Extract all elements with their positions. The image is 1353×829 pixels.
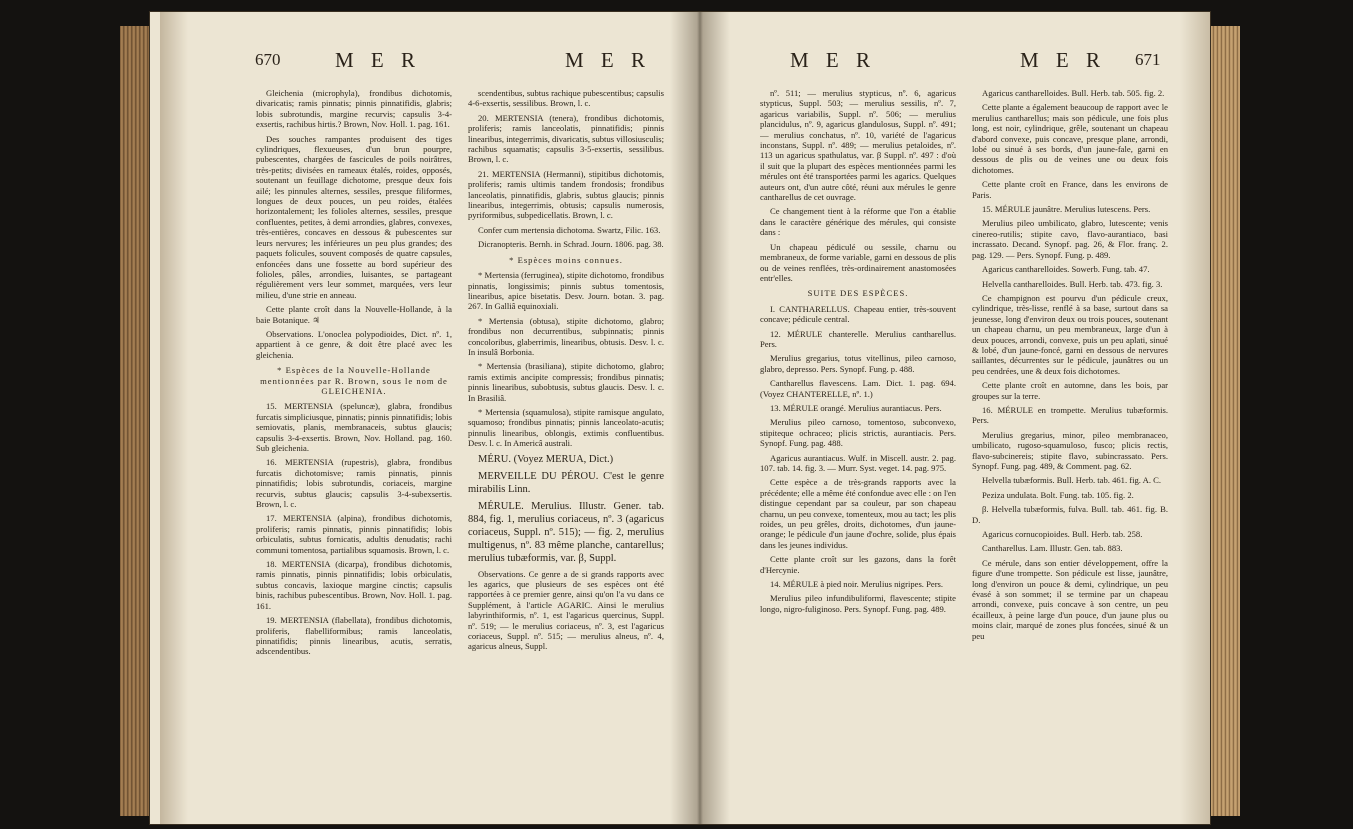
paragraph: β. Helvella tubæformis, fulva. Bull. tab. 461. fig. B. D.: [972, 504, 1168, 525]
paragraph: Cantharellus flavescens. Lam. Dict. 1. pag. 694. (Voyez CHANTERELLE, nº. 1.): [760, 378, 956, 399]
paragraph: Merulius gregarius, minor, pileo membranaceo, umbilicato, rugoso-squamuloso, fusco; plicis rectis, flavo-subcinereis; stipite flavo, subincrassato. Pers. Synopf. Fung. pag. 489, & Comment. pag. 62.: [972, 429, 1168, 471]
paragraph: Merulius pileo infundibuliformi, flavescente; stipite longo, nigro-fuliginoso. Pers. Synopf. Fung. pag. 489.: [760, 593, 956, 614]
paragraph: 19. MERTENSIA (flabellata), frondibus dichotomis, proliferis, flabelliformibus; ramis lanceolatis, pinnatifidis; pinnis linearibus, acutis, serratis, adscendentibus.: [256, 615, 452, 657]
paragraph: 16. MÉRULE en trompette. Merulius tubæformis. Pers.: [972, 404, 1168, 426]
paragraph: Un chapeau pédiculé ou sessile, charnu ou membraneux, de forme variable, garni en dessous de plis ou de veines renflées, très-ordinairement anastomosées entr'elles.: [760, 241, 956, 283]
paragraph: Ce champignon est pourvu d'un pédicule creux, cylindrique, très-lisse, renflé à sa base, surtout dans sa jeunesse, long d'environ deux ou trois pouces, soutenant un chapeau charnu, un peu membraneux, large d'un à deux pouces, arrondi, convexe, puis un peu aplati, sinué & lobé, d'un jaune-foncé, garni en dessous de nervures saillantes, décurrentes sur le pédicule, jaunâtres ou un peu cendrées, une & deux fois dichotomes.: [972, 292, 1168, 376]
left-page-number: 670: [255, 50, 281, 69]
right-page-header: [790, 48, 1190, 88]
paragraph: 13. MÉRULE orangé. Merulius aurantiacus. Pers.: [770, 402, 942, 413]
paragraph: Peziza undulata. Bolt. Fung. tab. 105. fig. 2.: [982, 489, 1134, 500]
right-page-shadow: [1180, 12, 1210, 824]
paragraph: Confer cum mertensia dichotoma. Swartz, Filic. 163.: [478, 224, 661, 235]
paragraph: Agaricus cantharelloides. Sowerb. Fung. tab. 47.: [982, 264, 1150, 275]
paragraph: Ce mérule, dans son entier développement, offre la figure d'une trompette. Son pédicule est lisse, jaunâtre, long d'environ un pouce & demi, cylindrique, un peu évasé à son sommet; il se termine par un chapeau arrondi, convexe, puis concave à son centre, un peu écailleux, à peine large d'un pouce, d'un jaune plus ou moins clair, marqué de zones plus foncées, sinué & un peu: [972, 557, 1168, 641]
paragraph: Cette plante croît sur les gazons, dans la forêt d'Hercynie.: [760, 554, 956, 575]
paragraph: MÉRU. (Voyez MERUA, Dict.): [478, 453, 614, 465]
paragraph: 21. MERTENSIA (Hermanni), stipitibus dichotomis, proliferis; ramis ultimis tandem frondosis; frondibus lanceolatis, pinnatifidis, glabris, subtus glaucis; pinnis linearibus, integerrimis, obtusis; capsulis numerosis, pyriformibus, subpedicellatis. Brown, l. c.: [468, 168, 664, 221]
paragraph: Agaricus cornucopioides. Bull. Herb. tab. 258.: [982, 529, 1143, 540]
paragraph: 15. MERTENSIA (speluncæ), glabra, frondibus furcatis simpliciusque, pinnatis; pinnis pinnatifidis; lobis semiovatis, planis, membranaceis, subtus glaucis; capsulis 3-4-exsertis. Brown, Nov. Holland. pag. 160. Sub gleichenia.: [256, 401, 452, 453]
right-running-head-1: M E R: [790, 48, 877, 72]
paragraph: 15. MÉRULE jaunâtre. Merulius lutescens. Pers.: [982, 204, 1151, 215]
paragraph: SUITE DES ESPÈCES.: [807, 288, 909, 299]
paragraph: Merulius gregarius, totus vitellinus, pileo carnoso, glabro, depresso. Pers. Synopf. Fung. p. 488.: [760, 353, 956, 374]
paragraph: 12. MÉRULE chanterelle. Merulius cantharellus. Pers.: [760, 328, 956, 349]
paragraph: * Mertensia (ferruginea), stipite dichotomo, frondibus pinnatis, longissimis; pinnis subtus tomentosis, linearibus, apice bisetatis. Desv. Journ. botan. 3. pag. 267. In Galliâ equinoxiali.: [468, 270, 664, 312]
paragraph: * Mertensia (brasiliana), stipite dichotomo, glabro; ramis extimis ancipite compressis; frondibus pinnatis; pinnis linearibus, subobtusis, subtus glaucis. Desv. l. c. In Brasiliâ.: [468, 361, 664, 403]
paragraph: Observations. Ce genre a de si grands rapports avec les agarics, que plusieurs de ses espèces ont été rapportées à ce premier genre, ainsi qu'on l'a vu dans ce Supplément, à l'article AGARIC. Ainsi le merulius labyrinthiformis, nº. 1, est l'agaricus quercinus, Suppl. nº. 519; — le merulius coriaceus, nº. 3, est l'agaricus coriaceus, Suppl. nº. 515; — merulius alneus, nº. 4, agaricus alneus, Suppl.: [468, 568, 664, 652]
paragraph: Observations. L'onoclea polypodioides, Dict. nº. 1, appartient à ce genre, & doit être placé avec les gleichenia.: [256, 328, 452, 360]
paragraph: MERVEILLE DU PÉROU. C'est le genre mirabilis Linn.: [468, 470, 664, 495]
right-page-column-1: [760, 88, 956, 618]
right-running-head-2: M E R: [1020, 48, 1107, 72]
left-page-shadow: [160, 12, 188, 824]
paragraph: nº. 511; — merulius stypticus, nº. 6, agaricus stypticus, Suppl. 503; — merulius sessilis, nº. 7, agaricus variabilis, Suppl. nº. 506; — merulius plancidulus, nº. 9, agaricus glandulosus, Suppl. nº. 491; — merulius conchatus, nº. 10, variété de l'agaricus inconstans, Suppl. nº. 489; — merulius petaloides, nº. 113 un agaricus spathulatus, var. β Suppl. nº. 497 : d'où il suit que la plupart des espèces mentionnées parmi les mérules ont été transportées parmi les agarics. Quelques auteurs ont, d'un autre côté, réuni aux mérules le genre cantharellus de cet ouvrage.: [760, 88, 956, 203]
paragraph: Cette espèce a de très-grands rapports avec la précédente; elle a même été confondue avec elle : on l'en distingue cependant par sa couleur, par son chapeau charnu, un peu convexe, tomenteux, mou au tact; les plis roides, un peu grêles, droits, dichotomes, d'un jaune-orange; le pédicule d'un jaune d'ochre, solide, plus épais dans les jeunes individus.: [760, 477, 956, 550]
paragraph: Cette plante croît en France, dans les environs de Paris.: [972, 179, 1168, 200]
paragraph: 14. MÉRULE à pied noir. Merulius nigripes. Pers.: [770, 579, 944, 590]
paragraph: MÉRULE. Merulius. Illustr. Gener. tab. 884, fig. 1, merulius coriaceus, nº. 3 (agaricus coriaceus, Suppl. nº. 515); — fig. 2, merulius multigenus, nº. 83 même planche, cantarellus; merulius tubæformis, var. β, Suppl.: [468, 500, 664, 564]
paragraph: 17. MERTENSIA (alpina), frondibus dichotomis, proliferis; ramis pinnatis, pinnis pinnatifidis; lobis orbiculatis, subtus fornicatis, adultis denudatis; rachi communi tomentosa, partialibus squamosis. Brown, l. c.: [256, 513, 452, 555]
paragraph: Helvella cantharelloides. Bull. Herb. tab. 473. fig. 3.: [982, 278, 1163, 289]
paragraph: Helvella tubæformis. Bull. Herb. tab. 461. fig. A. C.: [982, 475, 1162, 486]
left-page-column-2: [468, 88, 664, 656]
paragraph: Agaricus aurantiacus. Wulf. in Miscell. austr. 2. pag. 107. tab. 14. fig. 3. — Murr. Syst. veget. 14. pag. 975.: [760, 452, 956, 473]
paragraph: * Mertensia (squamulosa), stipite ramisque angulato, squamoso; frondibus pinnatis; pinnis lanceolato-acutis; pinnulis linearibus, oblongis, extimis confluentibus. Desv. l. c. In Americâ australi.: [468, 406, 664, 449]
paragraph: I. CANTHARELLUS. Chapeau entier, très-souvent concave; pédicule central.: [760, 303, 956, 325]
paragraph: Gleichenia (microphyla), frondibus dichotomis, divaricatis; ramis pinnatis; pinnis pinnatifidis, glabris; lobis subrotundis, margine recurvis; capsulis 3-4-exsertis, rachibus hirtis.? Brown, Nov. Holl. 1. pag. 161.: [256, 88, 452, 130]
paragraph: Agaricus cantharelloides. Bull. Herb. tab. 505. fig. 2.: [982, 88, 1165, 98]
left-running-head-2: M E R: [565, 48, 652, 72]
paragraph: Dicranopteris. Bernh. in Schrad. Journ. 1806. pag. 38.: [478, 239, 664, 250]
paragraph: 16. MERTENSIA (rupestris), glabra, frondibus furcatis dichotomisve; ramis pinnatis, pinnis pinnatifidis; lobis subrotundis, coriaceis, margine recurvis, subtus glaucis; capsulis 3-4-subexsertis. Brown, l. c.: [256, 457, 452, 510]
left-page-header: [255, 48, 655, 88]
paragraph: * Espèces de la Nouvelle-Hollande mentionnées par R. Brown, sous le nom de GLEICHENIA.: [260, 365, 448, 396]
right-page-column-2: [972, 88, 1168, 645]
book-gutter: [670, 12, 730, 824]
paragraph: * Espèces moins connues.: [509, 254, 623, 265]
paragraph: scendentibus, subtus rachique pubescentibus; capsulis 4-6-exsertis, sessilibus. Brown, l. c.: [468, 88, 664, 109]
paragraph: Cantharellus. Lam. Illustr. Gen. tab. 883.: [982, 543, 1123, 554]
paragraph: Ce changement tient à la réforme que l'on a établie dans le caractère générique des mérules, qui consiste dans :: [760, 206, 956, 238]
paragraph: Cette plante a également beaucoup de rapport avec le merulius cantharellus; mais son pédicule, une fois plus long, est noir, cylindrique, grêle, soutenant un chapeau d'abord convexe, puis concave, presque plane, arrondi, lobé ou sinué à ses bords, d'un jaune-fale, garni en dessous de plis ou de veines une ou deux fois dichotomes.: [972, 102, 1168, 175]
paragraph: Des souches rampantes produisent des tiges cylindriques, flexueuses, d'un brun pourpre, pubescentes, chargées de fascicules de poils noirâtres, très-petits; divisées en rameaux étalés, roides, opposés, soutenant un feuillage dichotome, presque deux fois ailé; les pinnules alternes, sessiles, presque filiformes, longues de deux pouces, un peu roides, étalées horizontalement; les folioles alternes, sessiles, presque confluentes, petites, à demi arrondies, glabres, convexes, très-entières, concaves en dessous & pubescentes sur leurs nervures; les inférieures un peu plus grandes; des paquets folicules, souvent composés de quatre capsules, enfoncées dans une fossette au bord supérieur des folioles, pâles, arrondies, luisantes, se partageant régulièrement vers leur sommet, marquées, vers leur milieu, d'une strie en anneau.: [256, 133, 452, 300]
paragraph: * Mertensia (obtusa), stipite dichotomo, glabro; frondibus non decurrentibus, subpinnatis; pinnis concoloribus, glaberrimis, linearibus, obtusis. Desv. l. c. In insulâ Borbonia.: [468, 315, 664, 357]
paragraph: Merulius pileo carnoso, tomentoso, subconvexo, stipiteque ochraceo; plicis strictis, aurantiacis. Pers. Synopf. Fung. pag. 488.: [760, 417, 956, 449]
paragraph: Cette plante croît dans la Nouvelle-Hollande, à la baie Botanique. ♃: [256, 304, 452, 325]
paragraph: Merulius pileo umbilicato, glabro, lutescente; venis cinereo-rutilis; stipite cavo, flavo-aurantiaco, basi incrassato. Decand. Synopf. pag. 26, & Flor. franç. 2. pag. 129. — Pers. Synopf. Fung. p. 489.: [972, 218, 1168, 260]
left-running-head-1: M E R: [335, 48, 422, 72]
left-page-column-1: [256, 88, 452, 661]
paragraph: Cette plante croît en automne, dans les bois, par groupes sur la terre.: [972, 380, 1168, 401]
paragraph: 18. MERTENSIA (dicarpa), frondibus dichotomis, ramis pinnatis, pinnis pinnatifidis; lobis orbiculatis, subtus concavis, laxioque margine cinctis; capsulis binis, rachibus pubescentibus. Brown, Nov. Holl. 1. pag. 161.: [256, 559, 452, 611]
paragraph: 20. MERTENSIA (tenera), frondibus dichotomis, proliferis; ramis lanceolatis, pinnatifidis; pinnis linearibus, integerrimis, divaricatis, subtus villosiusculis; rachibus squamatis; capsulis 3-5-exsertis, sessilibus. Brown, l. c.: [468, 112, 664, 165]
right-page-number: 671: [1135, 50, 1161, 69]
